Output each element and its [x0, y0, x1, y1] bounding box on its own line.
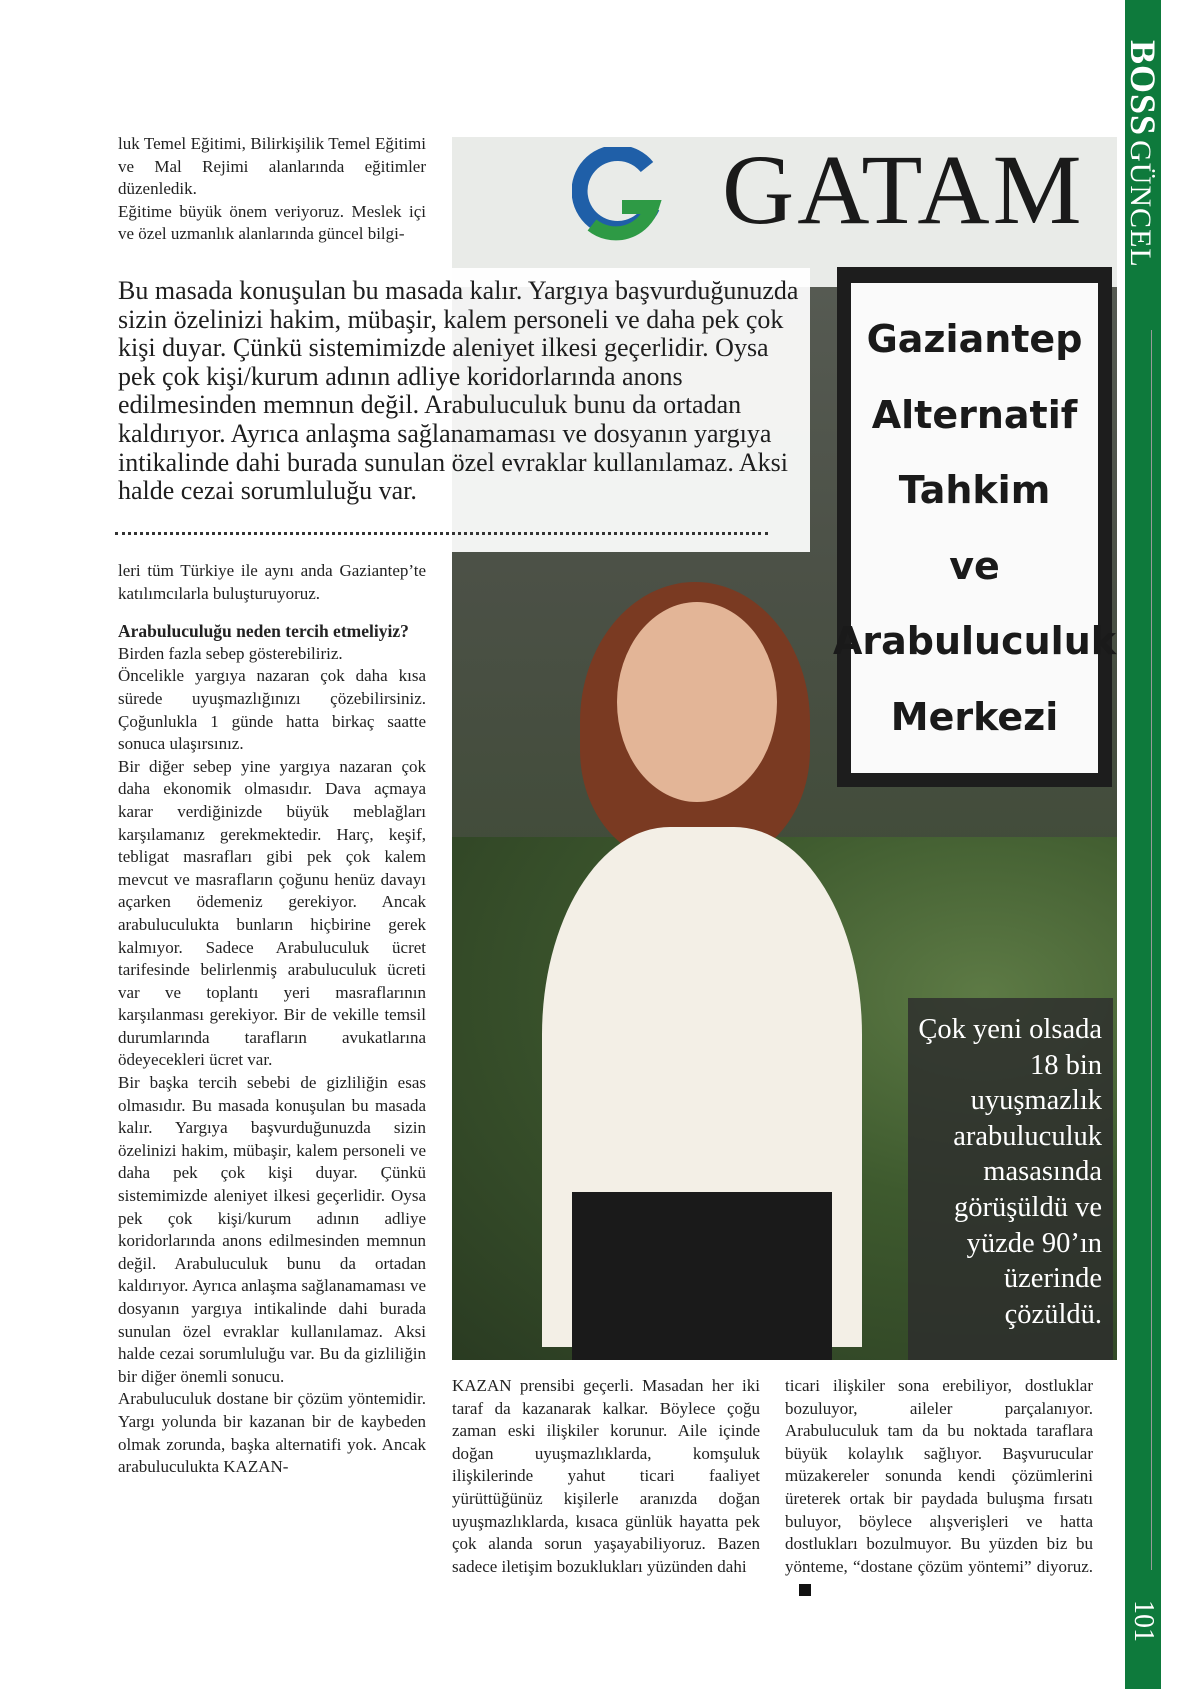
- stat-callout-box: [908, 998, 1113, 1360]
- sign-line: ve: [949, 543, 1000, 588]
- right-column: [785, 1375, 1093, 1601]
- paragraph: Arabuluculuk dostane bir çözüm yöntemidir. Yargı yolunda bir kazanan bir de kaybeden olmak zorunda, başka alternatifi yok. Ancak arabuluculukta KAZAN-: [118, 1389, 426, 1477]
- paragraph: ticari ilişkiler sona erebiliyor, dostluklar bozuluyor, aileler parçalanıyor. Arabuluculuk tam da bu noktada taraflara büyük kolaylık sağlıyor. Başvurucular müzakereler sonunda kendi çözümlerini üreterek ortak bir paydada buluşma fırsatı buluyor, böylece alışverişleri ve hatta dostlukları bozulmuyor. Bu yüzden biz bu yönteme, “dostane çözüm yöntemi” diyoruz.: [785, 1376, 1093, 1576]
- dotted-divider: [115, 532, 768, 535]
- section-name: GÜNCEL: [1124, 140, 1157, 268]
- left-column-main: [118, 560, 426, 1479]
- left-column-top: [118, 133, 426, 246]
- sign-line: Alternatif: [871, 392, 1078, 437]
- middle-column: [452, 1375, 760, 1578]
- pull-quote-box: [107, 268, 810, 552]
- brand-name: BOSS: [1123, 40, 1163, 137]
- page-number-wrap: [1125, 1600, 1161, 1680]
- paragraph: leri tüm Türkiye ile aynı anda Gaziantep’te katılımcılarla buluşturuyoruz.: [118, 561, 426, 603]
- stat-callout-text: Çok yeni olsada 18 bin uyuşmazlık arabuluculuk masasında görüşüldü ve yüzde 90’ın üzerinde çözüldü.: [918, 1014, 1102, 1330]
- center-sign: [832, 267, 1117, 787]
- side-divider: [1151, 330, 1152, 1570]
- paragraph: Birden fazla sebep gösterebiliriz.: [118, 643, 343, 663]
- gatam-logo-text: GATAM: [722, 137, 1085, 245]
- end-of-article-mark: [799, 1584, 811, 1596]
- sign-line: Gaziantep: [866, 317, 1083, 362]
- paragraph: Öncelikle yargıya nazaran çok daha kısa sürede uyuşmazlığınızı çözebilirsiniz. Çoğunlukla 1 günde hatta birkaç saatte sonuca ulaşırsınız.: [118, 666, 426, 754]
- section-heading: Arabuluculuğu neden tercih etmeliyiz?: [118, 621, 409, 642]
- person-face: [617, 602, 777, 802]
- sign-line: Tahkim: [898, 468, 1051, 513]
- sign-line: Arabuluculuk: [832, 619, 1117, 664]
- paragraph: luk Temel Eğitimi, Bilirkişilik Temel Eğitimi ve Mal Rejimi alanlarında eğitimler düzenledik.: [118, 134, 426, 199]
- paragraph: Bir başka tercih sebebi de gizliliğin esas olmasıdır. Bu masada konuşulan bu masada kalır. Yargıya başvurduğunuzda sizin özelinizi hakim, mübaşir, kalem personeli ve daha pek çok kişi duyar. Çünkü sistemimizde aleniyet ilkesi geçerlidir. Oysa pek çok kişi/kurum adının adliye koridorlarında anons edilmesinden memnun değil. Arabuluculuk bunu da ortadan kaldırıyor. Ayrıca anlaşma sağlanamaması ve dosyanın yargıya intikalinde dahi burada sunulan özel evraklar kullanılamaz. Aksi halde cezai sorumluluğu var. Bu da gizliliğin bir diğer önemli sonucu.: [118, 1073, 426, 1386]
- page-number: 101: [1128, 1600, 1159, 1642]
- gatam-logo-icon: [572, 147, 662, 242]
- paragraph: Eğitime büyük önem veriyoruz. Meslek içi ve özel uzmanlık alanlarında güncel bilgi-: [118, 201, 426, 244]
- person-trousers: [572, 1192, 832, 1360]
- pull-quote-text: Bu masada konuşulan bu masada kalır. Yargıya başvurduğunuzda sizin özelinizi hakim, mübaşir, kalem personeli ve daha pek çok kişi duyar. Çünkü sistemimizde aleniyet ilkesi geçerlidir. Oysa pek çok kişi/kurum adının adliye koridorlarında anons edilmesinden memnun değil. Arabuluculuk bunu da ortadan kaldırıyor. Ayrıca anlaşma sağlanamaması ve dosyanın yargıya intikalinde dahi burada sunulan özel evraklar kullanılamaz. Aksi halde cezai sorumluluğu var.: [118, 276, 799, 506]
- sign-line: Merkezi: [890, 694, 1059, 739]
- paragraph: Bir diğer sebep yine yargıya nazaran çok daha ekonomik olmasıdır. Dava açmaya karar verdiğinizde büyük meblağları karşılamanız gerekmektedir. Harç, keşif, tebligat masrafları gibi pek çok kalem mevcut ve masrafların çoğunu henüz davayı açarken ödemeniz gerekiyor. Ancak arabuluculukta bunların hiçbirine gerek kalmıyor. Sadece Arabuluculuk ücret tarifesinde belirlenmiş arabuluculuk ücreti var ve toplantı yeri masraflarının karşılanması gerekiyor. Bir de vekille temsil durumlarında tarafların avukatlarına ödeyecekleri ücret var.: [118, 756, 426, 1070]
- paragraph: KAZAN prensibi geçerli. Masadan her iki taraf da kazanarak kalkar. Böylece çoğu zaman eski ilişkiler korunur. Aile içinde doğan uyuşmazlıklarda, komşuluk ilişkilerinde yahut ticari faaliyet yürüttüğünüz kişilerle aranızda doğan uyuşmazlıklarda, kısaca günlük hayatta pek çok alanda sorun yaşayabiliyoruz. Bazen sadece iletişim bozuklukları yüzünden dahi: [452, 1376, 760, 1576]
- brand-vertical-title: [1125, 40, 1161, 360]
